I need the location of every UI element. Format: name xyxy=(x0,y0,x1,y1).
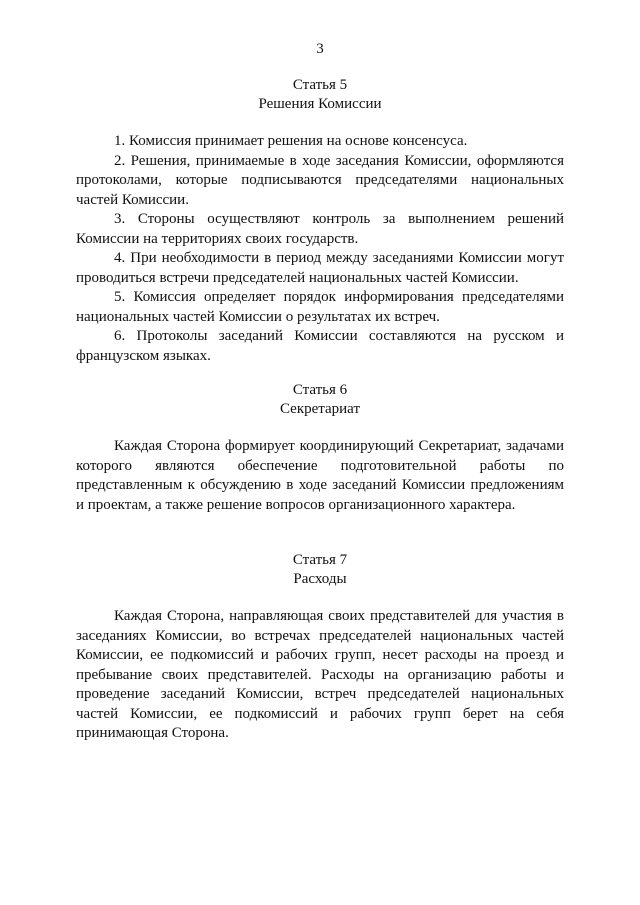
article-6-title: Статья 6 xyxy=(292,382,348,398)
article-5-paragraph-2: 2. Решения, принимаемые в ходе заседания Комиссии, оформляются протоколами, которые подписываются председателями национальных частей Комиссии. xyxy=(76,152,564,208)
article-5-heading xyxy=(0,76,640,114)
article-6-paragraph-1: Каждая Сторона формирует координирующий Секретариат, задачами которого являются обеспечение подготовительной работы по представленным к обсуждению в ходе заседаний Комиссии предложениям и проектам, а также решение вопросов организационного характера. xyxy=(76,438,564,513)
article-5-subtitle: Решения Комиссии xyxy=(258,96,382,112)
article-7-heading xyxy=(0,551,640,589)
article-6-body xyxy=(76,437,564,515)
article-6-subtitle: Секретариат xyxy=(279,401,361,417)
article-7-body xyxy=(76,607,564,744)
article-5-title: Статья 5 xyxy=(292,77,348,93)
article-5-paragraph-5: 5. Комиссия определяет порядок информирования председателями национальных частей Комиссии о результатах их встреч. xyxy=(76,289,564,325)
article-5-paragraph-1: 1. Комиссия принимает решения на основе консенсуса. xyxy=(114,133,468,149)
article-5-paragraph-6: 6. Протоколы заседаний Комиссии составляются на русском и французском языках. xyxy=(76,328,564,364)
article-5-paragraph-4: 4. При необходимости в период между заседаниями Комиссии могут проводиться встречи председателей национальных частей Комиссии. xyxy=(76,250,564,286)
article-5-body xyxy=(76,132,564,366)
article-6-heading xyxy=(0,381,640,419)
article-7-title: Статья 7 xyxy=(292,552,348,568)
page-number: 3 xyxy=(316,41,324,57)
article-5-paragraph-3: 3. Стороны осуществляют контроль за выполнением решений Комиссии на территориях своих государств. xyxy=(76,211,564,247)
article-7-paragraph-1: Каждая Сторона, направляющая своих представителей для участия в заседаниях Комиссии, во встречах председателей национальных частей Комиссии, ее подкомиссий и рабочих групп, несет расходы на проезд и пребывание своих представителей. Расходы на организацию работы и проведение заседаний Комиссии, встреч председателей национальных частей Комиссии, ее подкомиссий и рабочих групп берет на себя принимающая Сторона. xyxy=(76,608,564,741)
article-7-subtitle: Расходы xyxy=(293,571,347,587)
